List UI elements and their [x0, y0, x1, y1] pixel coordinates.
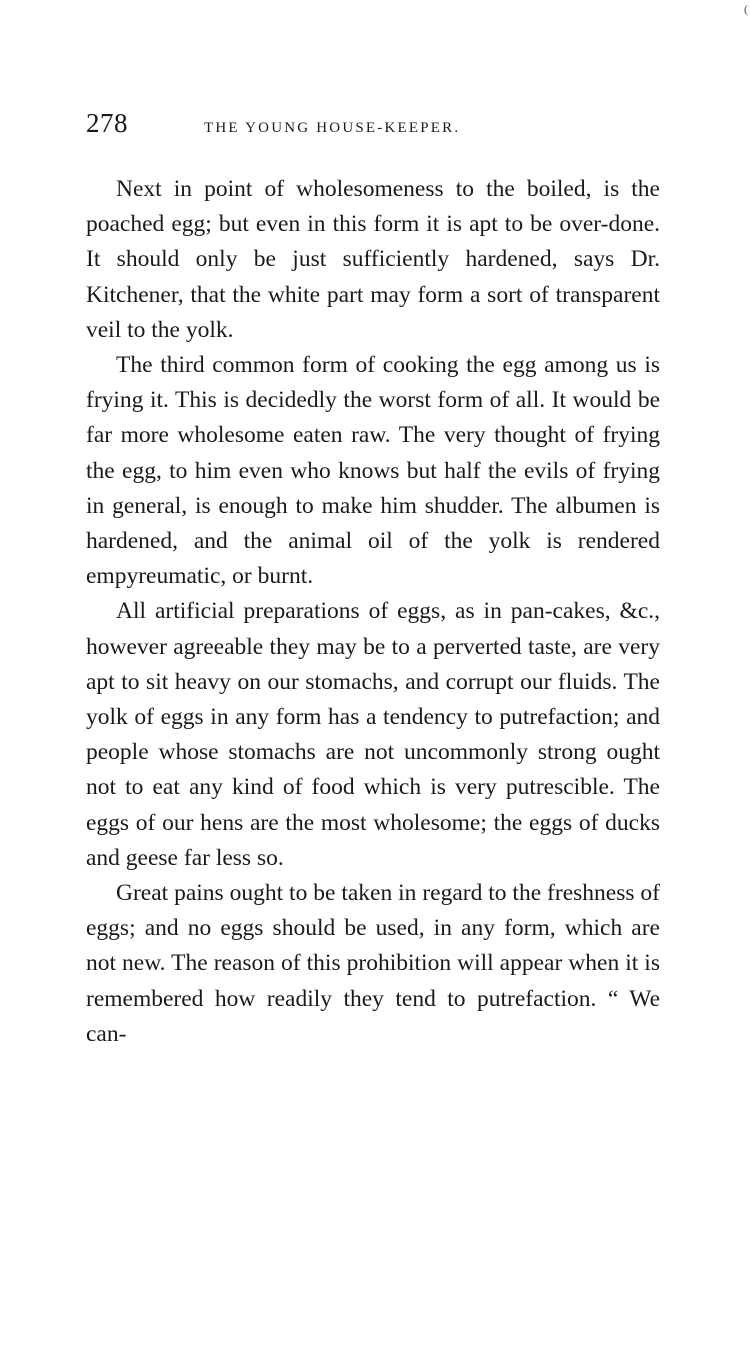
paragraph-freshness: Great pains ought to be taken in regard to the freshness of eggs; and no eggs should be used, in any form, which are not new. The reason of this prohibition will appear when it is remembered how readily they tend to putrefaction. “ We can-: [86, 880, 660, 1047]
book-page: [86, 108, 660, 1052]
paragraph-frying-egg: The third common form of cooking the egg among us is frying it. This is decidedly the worst form of all. It would be far more wholesome eaten raw. The very thought of frying the egg, to him even who knows but half the evils of frying in general, is enough to make him shudder. The albumen is hardened, and the animal oil of the yolk is rendered empyreumatic, or burnt.: [86, 352, 660, 590]
running-head: THE YOUNG HOUSE-KEEPER.: [204, 120, 461, 136]
page-number: 278: [86, 108, 128, 138]
paragraph-artificial-preparations: All artificial preparations of eggs, as in pan-cakes, &c., however agreeable they may be to a perverted taste, are very apt to sit heavy on our stomachs, and corrupt our fluids. The yolk of eggs in any form has a tendency to putrefaction; and people whose stomachs are not uncommonly strong ought not to eat any kind of food which is very putrescible. The eggs of our hens are the most wholesome; the eggs of ducks and geese far less so.: [86, 598, 660, 871]
margin-mark: (: [744, 2, 748, 16]
paragraph-poached-egg: Next in point of wholesomeness to the boiled, is the poached egg; but even in this form it is apt to be over-done. It should only be just sufficiently hardened, says Dr. Kitchener, that the white part may form a sort of transparent veil to the yolk.: [86, 176, 660, 343]
page-header: [86, 108, 660, 148]
body-text: [86, 172, 660, 1052]
